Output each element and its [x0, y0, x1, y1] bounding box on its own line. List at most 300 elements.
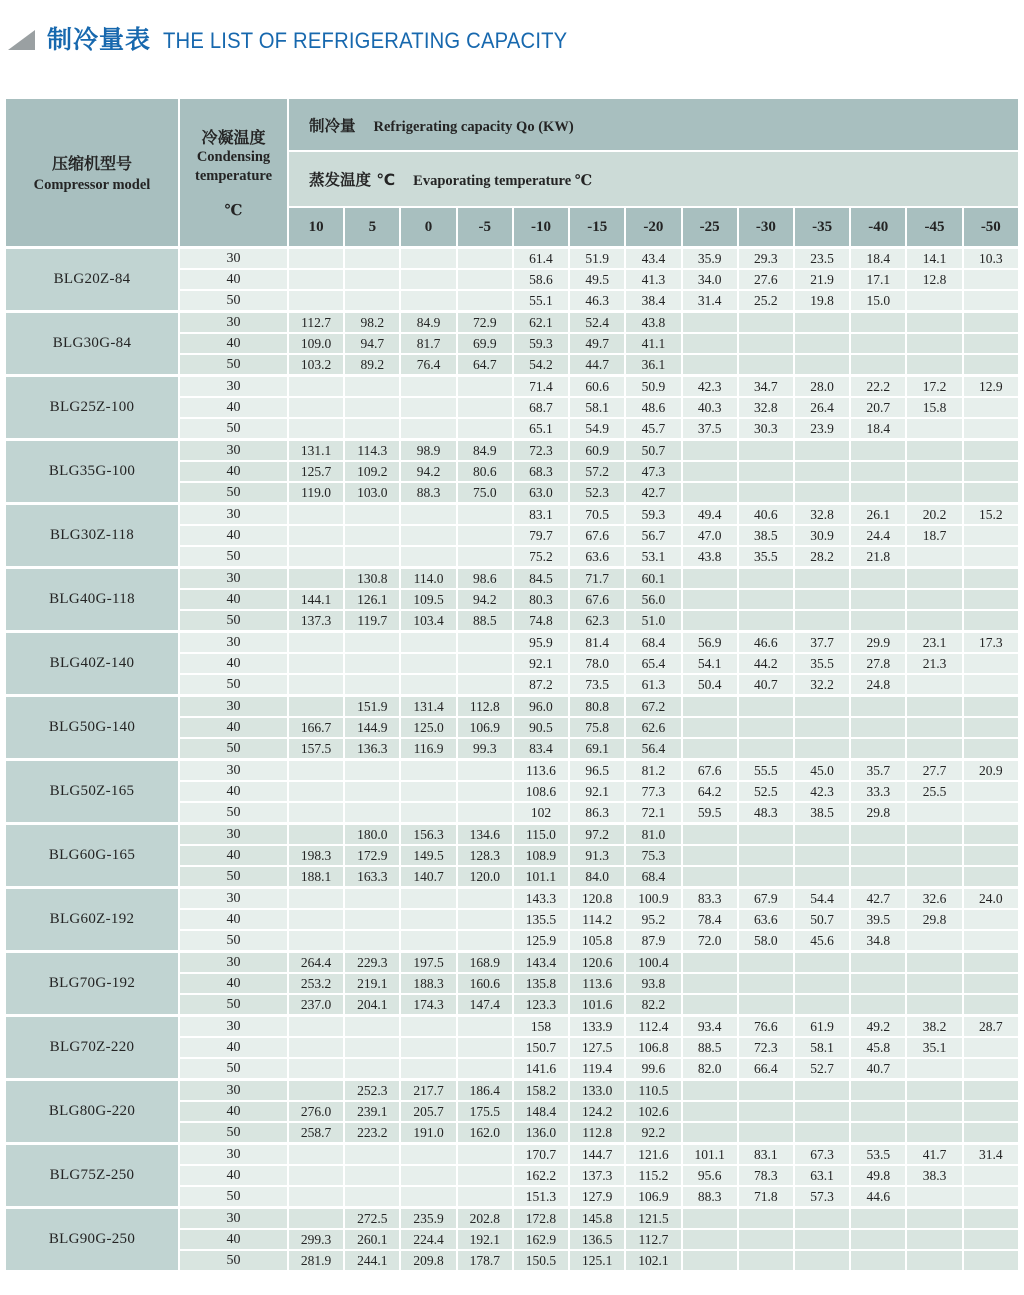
page-title-en: THE LIST OF REFRIGERATING CAPACITY — [163, 28, 568, 53]
capacity-value-cell: 17.2 — [906, 376, 962, 398]
capacity-value-cell — [963, 802, 1019, 824]
capacity-value-cell — [344, 653, 400, 674]
capacity-value-cell — [738, 952, 794, 974]
capacity-value-cell: 74.8 — [513, 610, 569, 632]
capacity-value-cell: 23.5 — [794, 248, 850, 270]
capacity-value-cell: 136.3 — [344, 738, 400, 760]
capacity-value-cell — [850, 461, 906, 482]
capacity-value-cell — [963, 909, 1019, 930]
capacity-value-cell: 43.8 — [682, 546, 738, 568]
capacity-value-cell — [963, 568, 1019, 590]
capacity-value-cell: 61.4 — [513, 248, 569, 270]
capacity-value-cell: 119.4 — [569, 1058, 625, 1080]
capacity-value-cell: 100.9 — [625, 888, 681, 910]
capacity-value-cell — [850, 973, 906, 994]
capacity-value-cell: 80.3 — [513, 589, 569, 610]
condensing-temp-cell: 50 — [179, 738, 288, 760]
capacity-value-cell — [963, 354, 1019, 376]
capacity-value-cell: 130.8 — [344, 568, 400, 590]
capacity-value-cell — [850, 1208, 906, 1230]
capacity-value-cell: 209.8 — [400, 1250, 456, 1271]
capacity-value-cell: 36.1 — [625, 354, 681, 376]
capacity-value-cell: 58.1 — [569, 397, 625, 418]
capacity-value-cell — [906, 824, 962, 846]
capacity-value-cell: 10.3 — [963, 248, 1019, 270]
capacity-value-cell — [906, 738, 962, 760]
capacity-value-cell — [794, 589, 850, 610]
condensing-temp-cell: 40 — [179, 1101, 288, 1122]
capacity-value-cell — [850, 1101, 906, 1122]
capacity-value-cell — [344, 802, 400, 824]
capacity-value-cell — [400, 909, 456, 930]
capacity-value-cell — [794, 333, 850, 354]
capacity-value-cell: 31.4 — [963, 1144, 1019, 1166]
capacity-value-cell: 84.5 — [513, 568, 569, 590]
capacity-value-cell — [400, 888, 456, 910]
capacity-value-cell — [682, 1250, 738, 1271]
capacity-value-cell — [457, 802, 513, 824]
capacity-value-cell — [344, 1186, 400, 1208]
capacity-value-cell — [288, 504, 344, 526]
capacity-value-cell: 21.8 — [850, 546, 906, 568]
capacity-value-cell: 125.1 — [569, 1250, 625, 1271]
capacity-value-cell — [906, 312, 962, 334]
capacity-value-cell: 48.3 — [738, 802, 794, 824]
capacity-value-cell — [963, 333, 1019, 354]
capacity-value-cell — [682, 589, 738, 610]
capacity-value-cell: 114.0 — [400, 568, 456, 590]
capacity-value-cell: 93.4 — [682, 1016, 738, 1038]
capacity-value-cell — [400, 781, 456, 802]
capacity-value-cell: 54.1 — [682, 653, 738, 674]
capacity-value-cell: 75.3 — [625, 845, 681, 866]
capacity-value-cell: 81.7 — [400, 333, 456, 354]
capacity-value-cell: 65.1 — [513, 418, 569, 440]
capacity-value-cell: 253.2 — [288, 973, 344, 994]
capacity-value-cell — [963, 397, 1019, 418]
capacity-value-cell — [682, 824, 738, 846]
capacity-value-cell: 72.3 — [513, 440, 569, 462]
capacity-value-cell: 49.4 — [682, 504, 738, 526]
capacity-value-cell: 144.7 — [569, 1144, 625, 1166]
capacity-value-cell: 54.9 — [569, 418, 625, 440]
capacity-value-cell: 51.9 — [569, 248, 625, 270]
capacity-value-cell: 109.0 — [288, 333, 344, 354]
condensing-temp-cell: 50 — [179, 1186, 288, 1208]
capacity-value-cell — [457, 1037, 513, 1058]
capacity-value-cell: 112.7 — [288, 312, 344, 334]
page-header — [0, 0, 1024, 52]
capacity-value-cell: 53.1 — [625, 546, 681, 568]
capacity-value-cell: 57.3 — [794, 1186, 850, 1208]
evap-temp-col--50: -50 — [963, 207, 1019, 248]
capacity-value-cell: 59.3 — [513, 333, 569, 354]
capacity-value-cell — [288, 632, 344, 654]
capacity-value-cell: 44.7 — [569, 354, 625, 376]
capacity-value-cell: 84.9 — [457, 440, 513, 462]
capacity-value-cell: 140.7 — [400, 866, 456, 888]
capacity-value-cell — [682, 1101, 738, 1122]
condensing-temp-cell: 40 — [179, 1037, 288, 1058]
capacity-value-cell: 92.2 — [625, 1122, 681, 1144]
capacity-value-cell: 95.2 — [625, 909, 681, 930]
capacity-value-cell: 109.5 — [400, 589, 456, 610]
capacity-value-cell — [682, 952, 738, 974]
capacity-value-cell — [794, 717, 850, 738]
capacity-value-cell — [906, 333, 962, 354]
capacity-value-cell — [344, 290, 400, 312]
evap-temp-col--5: -5 — [457, 207, 513, 248]
capacity-value-cell — [850, 440, 906, 462]
capacity-value-cell: 67.6 — [569, 589, 625, 610]
capacity-value-cell: 40.6 — [738, 504, 794, 526]
capacity-value-cell — [738, 333, 794, 354]
capacity-value-cell — [400, 653, 456, 674]
capacity-value-cell — [288, 696, 344, 718]
capacity-value-cell: 172.9 — [344, 845, 400, 866]
capacity-value-cell — [682, 845, 738, 866]
condensing-temp-cell: 40 — [179, 973, 288, 994]
capacity-value-cell — [850, 589, 906, 610]
capacity-value-cell — [963, 269, 1019, 290]
capacity-value-cell: 61.9 — [794, 1016, 850, 1038]
capacity-value-cell — [906, 1186, 962, 1208]
condensing-temp-cell: 40 — [179, 845, 288, 866]
capacity-value-cell: 115.0 — [513, 824, 569, 846]
capacity-value-cell: 29.9 — [850, 632, 906, 654]
capacity-value-cell — [794, 312, 850, 334]
capacity-value-cell: 42.7 — [850, 888, 906, 910]
evaporating-temp-header-zh: 蒸发温度 ℃ — [309, 171, 396, 189]
capacity-value-cell: 75.8 — [569, 717, 625, 738]
capacity-value-cell — [963, 482, 1019, 504]
capacity-value-cell: 90.5 — [513, 717, 569, 738]
capacity-value-cell: 113.6 — [569, 973, 625, 994]
condensing-temp-cell: 40 — [179, 333, 288, 354]
capacity-value-cell — [457, 1165, 513, 1186]
capacity-value-cell: 26.1 — [850, 504, 906, 526]
capacity-value-cell: 15.8 — [906, 397, 962, 418]
capacity-value-cell — [906, 802, 962, 824]
data-row-BLG60Z-192-30 — [5, 888, 1019, 910]
capacity-value-cell: 143.3 — [513, 888, 569, 910]
capacity-value-cell: 29.8 — [850, 802, 906, 824]
capacity-value-cell — [906, 973, 962, 994]
capacity-value-cell: 44.6 — [850, 1186, 906, 1208]
capacity-value-cell: 53.5 — [850, 1144, 906, 1166]
capacity-value-cell: 32.6 — [906, 888, 962, 910]
capacity-value-cell — [794, 1101, 850, 1122]
capacity-value-cell — [963, 418, 1019, 440]
capacity-value-cell: 60.1 — [625, 568, 681, 590]
capacity-value-cell: 121.6 — [625, 1144, 681, 1166]
condensing-temp-cell: 30 — [179, 1016, 288, 1038]
capacity-value-cell — [906, 290, 962, 312]
capacity-value-cell — [288, 1080, 344, 1102]
capacity-value-cell: 100.4 — [625, 952, 681, 974]
capacity-value-cell: 25.2 — [738, 290, 794, 312]
capacity-value-cell — [963, 440, 1019, 462]
capacity-value-cell — [682, 1229, 738, 1250]
capacity-value-cell: 32.2 — [794, 674, 850, 696]
capacity-value-cell: 71.7 — [569, 568, 625, 590]
capacity-value-cell — [682, 717, 738, 738]
capacity-value-cell — [906, 845, 962, 866]
capacity-value-cell: 76.6 — [738, 1016, 794, 1038]
capacity-value-cell — [963, 1250, 1019, 1271]
capacity-value-cell — [794, 952, 850, 974]
capacity-value-cell: 188.3 — [400, 973, 456, 994]
capacity-value-cell: 24.0 — [963, 888, 1019, 910]
capacity-value-cell: 166.7 — [288, 717, 344, 738]
capacity-value-cell: 144.9 — [344, 717, 400, 738]
capacity-value-cell: 119.0 — [288, 482, 344, 504]
capacity-value-cell: 108.9 — [513, 845, 569, 866]
capacity-value-cell — [794, 482, 850, 504]
capacity-value-cell — [738, 845, 794, 866]
data-row-BLG60G-165-30 — [5, 824, 1019, 846]
capacity-value-cell — [682, 461, 738, 482]
capacity-value-cell — [738, 1122, 794, 1144]
capacity-value-cell: 68.4 — [625, 866, 681, 888]
condensing-temp-cell: 30 — [179, 632, 288, 654]
capacity-value-cell: 198.3 — [288, 845, 344, 866]
header-row-capacity — [5, 98, 1019, 151]
capacity-value-cell — [794, 866, 850, 888]
capacity-value-cell: 170.7 — [513, 1144, 569, 1166]
condensing-temp-cell: 30 — [179, 888, 288, 910]
capacity-value-cell: 204.1 — [344, 994, 400, 1016]
capacity-value-cell: 281.9 — [288, 1250, 344, 1271]
capacity-value-cell: 66.4 — [738, 1058, 794, 1080]
capacity-value-cell — [963, 1186, 1019, 1208]
capacity-value-cell: 98.9 — [400, 440, 456, 462]
capacity-value-cell — [738, 461, 794, 482]
capacity-value-cell: 78.3 — [738, 1165, 794, 1186]
capacity-value-cell: 25.5 — [906, 781, 962, 802]
capacity-value-cell: 45.7 — [625, 418, 681, 440]
capacity-value-cell: 136.5 — [569, 1229, 625, 1250]
capacity-value-cell — [794, 1080, 850, 1102]
capacity-value-cell: 239.1 — [344, 1101, 400, 1122]
capacity-value-cell — [963, 994, 1019, 1016]
model-cell-BLG60G-165: BLG60G-165 — [5, 824, 179, 888]
condensing-temp-cell: 40 — [179, 781, 288, 802]
capacity-value-cell: 27.8 — [850, 653, 906, 674]
capacity-value-cell: 136.0 — [513, 1122, 569, 1144]
capacity-value-cell — [738, 717, 794, 738]
capacity-value-cell — [738, 738, 794, 760]
capacity-value-cell — [963, 1122, 1019, 1144]
condensing-temp-cell: 50 — [179, 482, 288, 504]
capacity-value-cell: 41.7 — [906, 1144, 962, 1166]
capacity-value-cell: 75.0 — [457, 482, 513, 504]
capacity-value-cell: 94.2 — [457, 589, 513, 610]
capacity-value-cell — [738, 866, 794, 888]
capacity-value-cell: 64.7 — [457, 354, 513, 376]
capacity-value-cell — [906, 418, 962, 440]
capacity-value-cell: 191.0 — [400, 1122, 456, 1144]
capacity-value-cell: 134.6 — [457, 824, 513, 846]
capacity-value-cell — [850, 1250, 906, 1271]
capacity-value-cell — [738, 482, 794, 504]
condensing-temp-cell: 40 — [179, 461, 288, 482]
capacity-value-cell — [288, 760, 344, 782]
capacity-value-cell: 180.0 — [344, 824, 400, 846]
capacity-value-cell — [457, 397, 513, 418]
condensing-temp-cell: 30 — [179, 696, 288, 718]
capacity-value-cell: 112.4 — [625, 1016, 681, 1038]
condensing-temp-cell: 40 — [179, 397, 288, 418]
capacity-value-cell: 124.2 — [569, 1101, 625, 1122]
capacity-value-cell: 219.1 — [344, 973, 400, 994]
capacity-value-cell: 84.0 — [569, 866, 625, 888]
model-cell-BLG30Z-118: BLG30Z-118 — [5, 504, 179, 568]
capacity-value-cell — [738, 440, 794, 462]
capacity-value-cell: 28.2 — [794, 546, 850, 568]
condensing-temp-cell: 30 — [179, 248, 288, 270]
capacity-value-cell: 38.2 — [906, 1016, 962, 1038]
capacity-value-cell: 88.5 — [457, 610, 513, 632]
capacity-value-cell: 41.3 — [625, 269, 681, 290]
capacity-value-cell: 28.0 — [794, 376, 850, 398]
capacity-value-cell: 29.3 — [738, 248, 794, 270]
capacity-value-cell: 109.2 — [344, 461, 400, 482]
capacity-value-cell — [963, 653, 1019, 674]
capacity-value-cell: 38.3 — [906, 1165, 962, 1186]
capacity-value-cell — [682, 696, 738, 718]
capacity-value-cell: 35.1 — [906, 1037, 962, 1058]
condensing-temp-cell: 30 — [179, 952, 288, 974]
evap-temp-col--40: -40 — [850, 207, 906, 248]
capacity-value-cell: 32.8 — [794, 504, 850, 526]
capacity-value-cell — [794, 1229, 850, 1250]
capacity-value-cell — [344, 781, 400, 802]
capacity-value-cell: 46.6 — [738, 632, 794, 654]
capacity-value-cell — [288, 1144, 344, 1166]
capacity-value-cell: 80.8 — [569, 696, 625, 718]
capacity-value-cell — [850, 333, 906, 354]
capacity-value-cell — [682, 1080, 738, 1102]
capacity-value-cell — [794, 1122, 850, 1144]
capacity-value-cell — [906, 1080, 962, 1102]
capacity-value-cell: 112.8 — [569, 1122, 625, 1144]
capacity-value-cell: 158 — [513, 1016, 569, 1038]
capacity-value-cell: 69.1 — [569, 738, 625, 760]
capacity-value-cell: 39.5 — [850, 909, 906, 930]
capacity-value-cell: 95.6 — [682, 1165, 738, 1186]
capacity-value-cell — [344, 269, 400, 290]
capacity-value-cell — [963, 1101, 1019, 1122]
capacity-value-cell: 272.5 — [344, 1208, 400, 1230]
capacity-value-cell: 92.1 — [569, 781, 625, 802]
capacity-value-cell: 150.7 — [513, 1037, 569, 1058]
capacity-value-cell — [344, 397, 400, 418]
capacity-value-cell — [288, 824, 344, 846]
data-row-BLG80G-220-30 — [5, 1080, 1019, 1102]
capacity-value-cell: 217.7 — [400, 1080, 456, 1102]
capacity-value-cell — [400, 269, 456, 290]
capacity-value-cell — [288, 1186, 344, 1208]
capacity-value-cell: 160.6 — [457, 973, 513, 994]
capacity-value-cell: 23.1 — [906, 632, 962, 654]
capacity-header-zh: 制冷量 — [309, 116, 356, 135]
model-cell-BLG50G-140: BLG50G-140 — [5, 696, 179, 760]
capacity-value-cell: 175.5 — [457, 1101, 513, 1122]
capacity-value-cell — [850, 482, 906, 504]
condensing-temp-cell: 50 — [179, 994, 288, 1016]
capacity-value-cell: 78.4 — [682, 909, 738, 930]
capacity-value-cell — [682, 333, 738, 354]
capacity-value-cell: 106.9 — [457, 717, 513, 738]
capacity-value-cell: 49.2 — [850, 1016, 906, 1038]
capacity-value-cell — [963, 824, 1019, 846]
capacity-value-cell: 103.4 — [400, 610, 456, 632]
capacity-value-cell — [682, 568, 738, 590]
capacity-value-cell: 63.0 — [513, 482, 569, 504]
capacity-value-cell — [963, 290, 1019, 312]
condensing-temp-header-zh: 冷凝温度 — [201, 128, 266, 148]
capacity-value-cell: 64.2 — [682, 781, 738, 802]
condensing-temp-cell: 40 — [179, 1165, 288, 1186]
capacity-value-cell — [906, 866, 962, 888]
capacity-value-cell: 32.8 — [738, 397, 794, 418]
capacity-value-cell: 62.1 — [513, 312, 569, 334]
condensing-temp-cell: 50 — [179, 610, 288, 632]
evaporating-temp-header — [288, 151, 1019, 207]
capacity-header — [288, 98, 1019, 151]
capacity-value-cell: 108.6 — [513, 781, 569, 802]
capacity-value-cell: 106.9 — [625, 1186, 681, 1208]
capacity-value-cell — [906, 1229, 962, 1250]
capacity-value-cell: 88.3 — [682, 1186, 738, 1208]
capacity-value-cell — [738, 994, 794, 1016]
capacity-value-cell: 172.8 — [513, 1208, 569, 1230]
capacity-value-cell: 45.0 — [794, 760, 850, 782]
capacity-value-cell — [400, 760, 456, 782]
capacity-value-cell — [344, 504, 400, 526]
capacity-value-cell — [288, 930, 344, 952]
condensing-temp-cell: 30 — [179, 440, 288, 462]
capacity-value-cell: 68.4 — [625, 632, 681, 654]
capacity-value-cell — [457, 1186, 513, 1208]
capacity-value-cell: 72.1 — [625, 802, 681, 824]
capacity-value-cell — [288, 269, 344, 290]
capacity-value-cell — [288, 674, 344, 696]
capacity-value-cell — [963, 973, 1019, 994]
data-row-BLG20Z-84-30 — [5, 248, 1019, 270]
capacity-value-cell — [963, 525, 1019, 546]
capacity-value-cell: 135.5 — [513, 909, 569, 930]
capacity-value-cell: 31.4 — [682, 290, 738, 312]
capacity-value-cell: 35.5 — [738, 546, 794, 568]
capacity-value-cell — [400, 930, 456, 952]
capacity-value-cell — [906, 568, 962, 590]
capacity-value-cell: 52.7 — [794, 1058, 850, 1080]
capacity-value-cell — [794, 738, 850, 760]
capacity-value-cell — [400, 397, 456, 418]
capacity-value-cell — [906, 952, 962, 974]
capacity-value-cell — [288, 568, 344, 590]
data-row-BLG90G-250-30 — [5, 1208, 1019, 1230]
capacity-value-cell — [682, 994, 738, 1016]
capacity-value-cell — [457, 930, 513, 952]
condensing-temp-cell: 50 — [179, 1058, 288, 1080]
capacity-value-cell: 81.2 — [625, 760, 681, 782]
evap-temp-col--25: -25 — [682, 207, 738, 248]
capacity-value-cell: 71.4 — [513, 376, 569, 398]
capacity-value-cell: 57.2 — [569, 461, 625, 482]
